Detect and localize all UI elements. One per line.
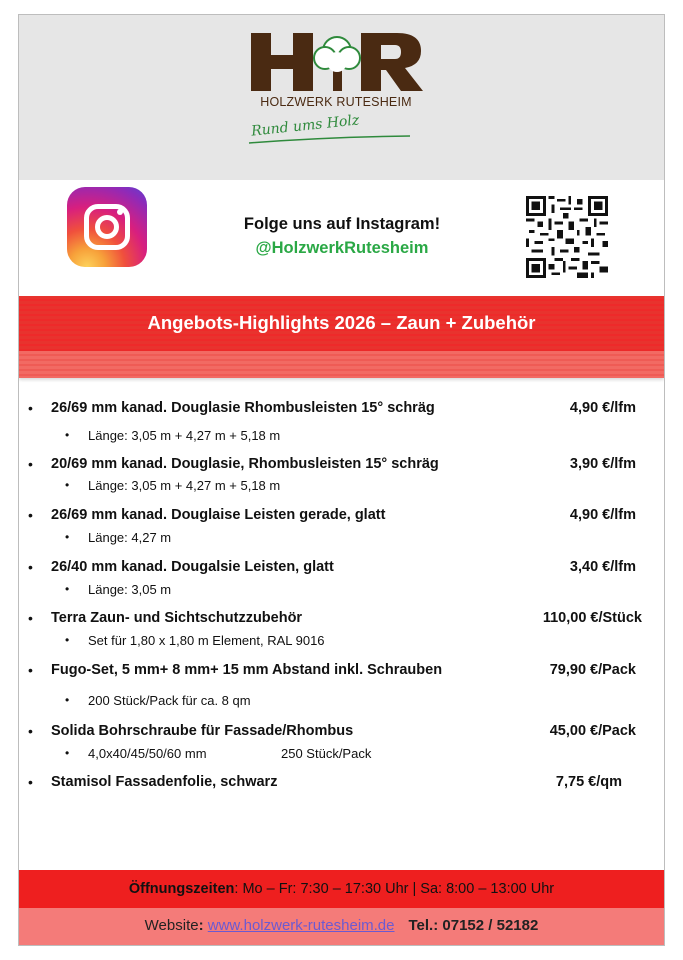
item-detail: Set für 1,80 x 1,80 m Element, RAL 9016 <box>88 633 325 648</box>
item-title: 26/69 mm kanad. Douglasie Rhombusleisten 15° schräg <box>51 400 435 416</box>
flyer-page: HOLZWERK RUTESHEIM Rund ums Holz Folge uns auf Instagram! @HolzwerkRutesheim Angebots-Highlights 2026 – Zaun + Zubehör • 26/69 mm kanad. Douglasie Rhombusleisten 15° schräg 4,90 €/lfm • Länge: 3,05 m + 4,27 m + 5,18 m • 20/69 mm kanad. Douglasie, Rhombusleisten 15° schräg 3,90 €/lfm • Länge: 3,05 m + 4,27 m + 5,18 m • 26/69 mm kanad. Douglaise Leisten gerade, glatt 4,90 €/lfm • Länge: 4,27 m • 26/40 mm kanad. Dougalsie Leisten, glatt 3,40 €/lfm • Länge: 3,05 m • Terra Zaun- und Sichtschutzzubehör 110,00 €/Stück • Set für 1,80 x 1,80 m Element, RAL 9016 • Fugo-Set, 5 mm+ 8 mm+ 15 mm Abstand inkl. Schrauben 79,90 €/Pack • 200 Stück/Pack für ca. 8 qm • Solida Bohrschraube für Fassade/Rhombus 45,00 €/Pack • 4,0x40/45/50/60 mm 250 Stück/Pack • Stamisol Fassadenfolie, schwarz 7,75 €/qm Öffnungszeiten: Mo – Fr: 7:30 – 17:30 Uhr | Sa: 8:00 – 13:00 Uhr Website: www.holzwerk-rutesheim.de Tel.: 07152 / 52182 <box>18 14 665 946</box>
item-price: 45,00 €/Pack <box>549 723 636 739</box>
banner-shadow-strip <box>19 351 664 378</box>
opening-hours-label: Öffnungszeiten <box>128 881 235 897</box>
item-title: Stamisol Fassadenfolie, schwarz <box>51 774 278 790</box>
instagram-follow-text: Folge uns auf Instagram! <box>243 215 441 233</box>
item-title: 26/40 mm kanad. Dougalsie Leisten, glatt <box>51 559 334 575</box>
offer-banner-title: Angebots-Highlights 2026 – Zaun + Zubehör <box>147 312 536 333</box>
item-price: 79,90 €/Pack <box>549 662 636 678</box>
item-title: Terra Zaun- und Sichtschutzzubehör <box>51 610 303 626</box>
item-detail: Länge: 3,05 m + 4,27 m + 5,18 m <box>88 428 281 443</box>
logo-subtitle: HOLZWERK RUTESHEIM <box>260 95 412 109</box>
header <box>19 15 664 180</box>
opening-hours-text: : Mo – Fr: 7:30 – 17:30 Uhr | Sa: 8:00 – 13:00 Uhr <box>234 881 555 897</box>
item-detail: 4,0x40/45/50/60 mm <box>88 746 207 761</box>
item-detail: Länge: 3,05 m <box>88 582 172 597</box>
phone-number[interactable]: Tel.: 07152 / 52182 <box>408 917 539 934</box>
item-price: 4,90 €/lfm <box>569 400 636 416</box>
item-detail-extra: 250 Stück/Pack <box>281 746 372 761</box>
item-price: 110,00 €/Stück <box>542 610 642 626</box>
tree-icon <box>314 37 360 91</box>
item-detail: 200 Stück/Pack für ca. 8 qm <box>88 693 251 708</box>
item-price: 3,90 €/lfm <box>569 456 636 472</box>
item-detail: Länge: 3,05 m + 4,27 m + 5,18 m <box>88 478 281 493</box>
opening-hours <box>19 881 664 897</box>
item-detail: Länge: 4,27 m <box>88 530 172 545</box>
instagram-handle[interactable]: @HolzwerkRutesheim <box>255 239 429 257</box>
instagram-icon[interactable] <box>67 187 147 267</box>
item-title: 26/69 mm kanad. Douglaise Leisten gerade, glatt <box>51 507 386 523</box>
slogan: Rund ums Holz <box>250 112 360 140</box>
item-title: Solida Bohrschraube für Fassade/Rhombus <box>51 723 354 739</box>
website-label: Website <box>144 917 199 934</box>
item-title: Fugo-Set, 5 mm+ 8 mm+ 15 mm Abstand inkl. Schrauben <box>51 662 443 678</box>
item-price: 7,75 €/qm <box>555 774 622 790</box>
item-price: 4,90 €/lfm <box>569 507 636 523</box>
item-title: 20/69 mm kanad. Douglasie, Rhombusleisten 15° schräg <box>51 456 439 472</box>
item-price: 3,40 €/lfm <box>569 559 636 575</box>
contact-line: Website: www.holzwerk-rutesheim.de Tel.: 07152 / 52182 <box>144 917 539 934</box>
qr-code-icon[interactable] <box>526 196 608 278</box>
website-link[interactable]: www.holzwerk-rutesheim.de <box>207 917 395 934</box>
slogan-underline <box>247 135 412 145</box>
